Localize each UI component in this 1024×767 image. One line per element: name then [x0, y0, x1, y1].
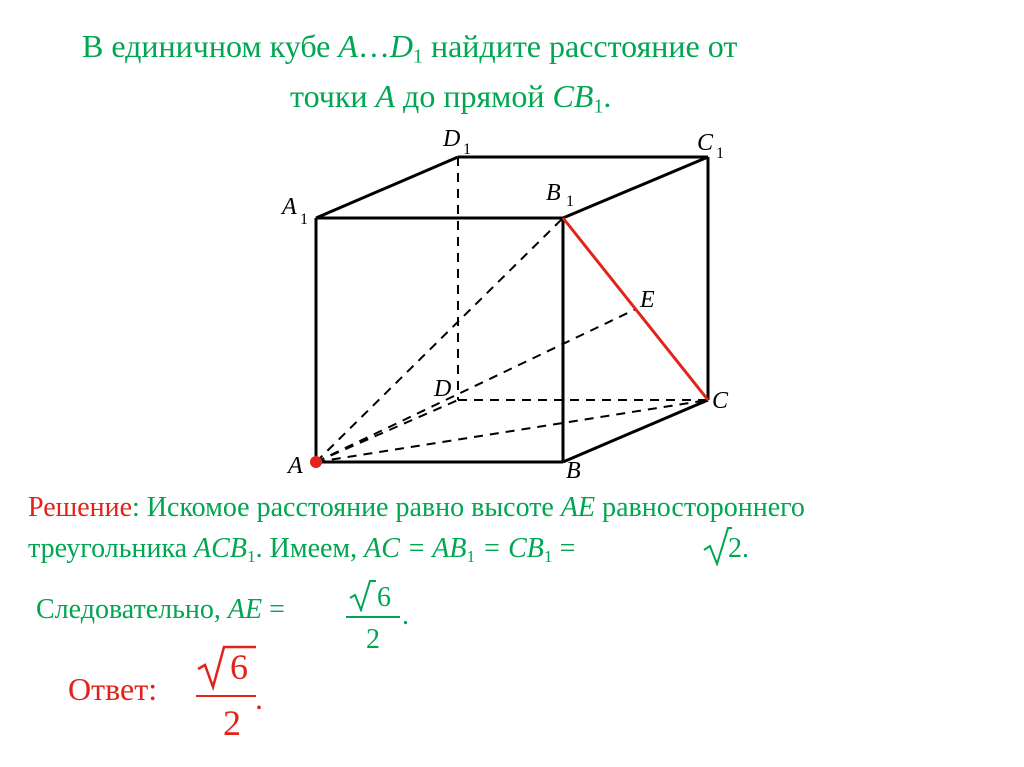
label-a: A: [288, 453, 303, 479]
sqrt-value-2: 2.: [728, 533, 749, 564]
label-d1: D: [443, 126, 461, 152]
problem-title-line-1: В единичном кубе $A\dots D_1$ найдите расстояние от: [82, 28, 738, 68]
consequence-numerator: 6: [377, 582, 391, 613]
answer-numerator: 6: [230, 647, 248, 687]
label-a1: A: [282, 194, 297, 220]
label-b: B: [566, 458, 581, 484]
label-c1: C: [697, 130, 714, 156]
label-d: D: [434, 376, 452, 402]
answer-period: .: [255, 680, 263, 716]
label-c1-sub: 1: [716, 145, 724, 162]
label-a1-sub: 1: [300, 211, 308, 228]
label-b1-sub: 1: [566, 193, 574, 210]
answer-fraction: [196, 643, 256, 743]
consequence-text: Следовательно, AE =: [36, 594, 285, 625]
solution-line-2: треугольника $ACB_1$. Имеем, AC = $AB_1 = CB_1$ =: [28, 533, 576, 566]
consequence-fraction: [346, 578, 400, 655]
label-d1-sub: 1: [463, 141, 471, 158]
label-c: C: [712, 388, 729, 414]
answer-label: Ответ:: [68, 671, 158, 707]
answer-fraction-bar: [196, 695, 256, 697]
problem-title-line-2: точки A до прямой $CB_1$.: [290, 78, 612, 118]
consequence-fraction-bar: [346, 616, 400, 618]
label-e: E: [640, 287, 655, 313]
answer-denominator: 2: [223, 703, 241, 743]
point-a-marker: [310, 456, 322, 468]
segment-cb1: [563, 218, 708, 400]
consequence-period: .: [402, 600, 409, 631]
label-b1: B: [546, 180, 561, 206]
solution-line-1: Решение: Искомое расстояние равно высоте AE равностороннего: [28, 492, 805, 523]
consequence-denominator: 2: [366, 624, 380, 655]
